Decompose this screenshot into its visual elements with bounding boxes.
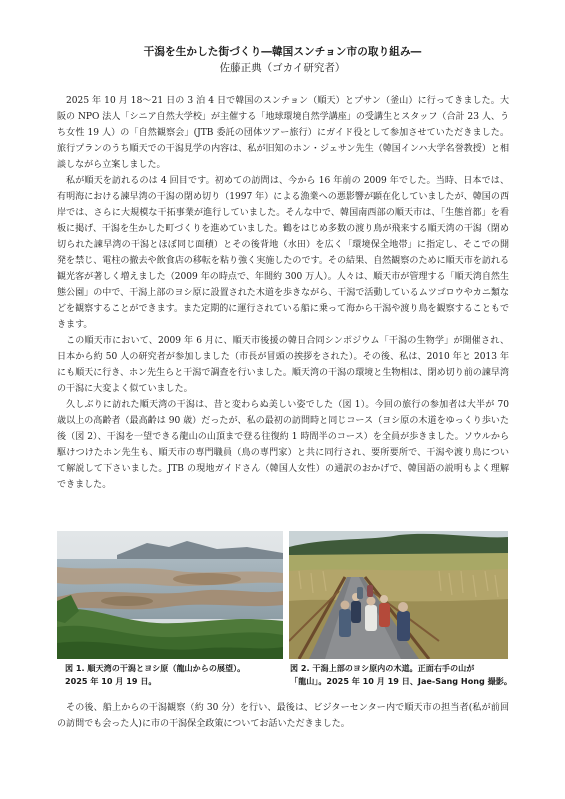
boardwalk-reeds-image [289,531,508,659]
closing-paragraph: その後、船上からの干潟観察（約 30 分）を行い、最後は、ビジターセンター内で順天市の担当者(私が前回の訪問でも会った人)に市の干潟保全政策についてお話いただきました。 [57,703,509,729]
paragraph-1: 2025 年 10 月 18～21 日の 3 泊 4 日で韓国のスンチョン（順天）とプサン（釜山）に行ってきました。大阪の NPO 法人「シニア自然大学校」が主催する「地球環境自然学講座」の受講生とスタッフ（合計 23 人、うち女性 19 人）の「自然観察会」(JTB 委託の団体ツアー旅行）にガイド役として参加させていただきました。旅行プランのうち順天での干潟見学の内容は、私が旧知のホン・ジェサン先生（韓国インハ大学名誉教授）と相談しながら立案しました。 [57,96,509,170]
closing-body [57,700,509,732]
paragraph-3: この順天市において、2009 年 6 月に、順天市後援の韓日合同シンポジウム「干潟の生物学」が開催され、日本から約 50 人の研究者が参加しました（市長が冒頭の挨拶をされた）。その後、私は、2010 年と 2013 年にも順天に行き、ホン先生らと干潟で調査を行いました。順天湾の干潟の環境と生物相は、閉め切り前の諫早湾の干潟に大変よく似ていました。 [57,336,509,394]
article-title: 干潟を生かした街づくり―韓国スンチョン市の取り組み― [143,46,422,58]
paragraph-4: 久しぶりに訪れた順天湾の干潟は、昔と変わらぬ美しい姿でした（図 1）。今回の旅行の参加者は大半が 70 歳以上の高齢者（最高齢は 90 歳）だったが、私の最初の訪問時と同じコース（ヨシ原の木道をゆっくり歩いた後（図 2）、干潟を一望できる龍山の山頂まで登る往復約 1 時間半のコース）を全員が歩きました。ソウルから駆けつけたホン先生も、順天市の専門職員（鳥の専門家）と共に同行され、要所要所で、干潟や渡り鳥について解説して下さいました。JTB の現地ガイドさん（韓国人女性）の通訳のおかげで、韓国語の説明もよく理解できました。 [57,400,509,490]
figure-2-caption-line-2: 「龍山」。2025 年 10 月 19 日、Jae-Sang Hong 撮影。 [290,676,512,686]
figure-1-photo [57,531,283,659]
article-body [57,93,509,493]
figure-1-caption [65,662,285,688]
article-author: 佐藤正典（ゴカイ研究者） [219,62,346,74]
figure-1-caption-line-1: 図 1. 順天湾の干潟とヨシ原（龍山からの展望）。 [65,663,246,673]
figure-2-caption-line-1: 図 2. 干潟上部のヨシ原内の木道。正面右手の山が [290,663,475,673]
figure-2-photo [289,531,508,659]
figure-1-caption-line-2: 2025 年 10 月 19 日。 [65,676,157,686]
tidal-flat-panorama-image [57,531,283,659]
paragraph-2: 私が順天を訪れるのは 4 回目です。初めての訪問は、今から 16 年前の 2009 年でした。当時、日本では、有明海における諫早湾の干潟の閉め切り（1997 年）による漁業への悪影響が顕在化していましたが、韓国の西岸では、さらに大規模な干拓事業が進行していました。そんな中で、韓国南西部の順天市は、「生態首都」を看板に掲げ、干潟を生かした町づくりを進めていました。鶴をはじめ多数の渡り鳥が飛来する順天湾の干潟（閉め切られた諫早湾の干潟とほぼ同じ面積）とその後背地（水田）を広く「環境保全地帯」に指定し、そこでの開発を禁じ、電柱の撤去や飲食店の移転を粘り強く実施したのです。その結果、自然観察のために順天市を訪れる観光客が著しく増えました（2009 年の時点で、年間約 300 万人）。人々は、順天市が管理する「順天湾自然生態公園」の中で、干潟上部のヨシ原に設置された木道を歩きながら、干潟で活動しているムツゴロウやカニ類などを観察することができます。また定期的に運行されている船に乗って海から干潟や渡り鳥を観察することもできます。 [57,176,509,330]
figure-2-caption [290,662,512,688]
